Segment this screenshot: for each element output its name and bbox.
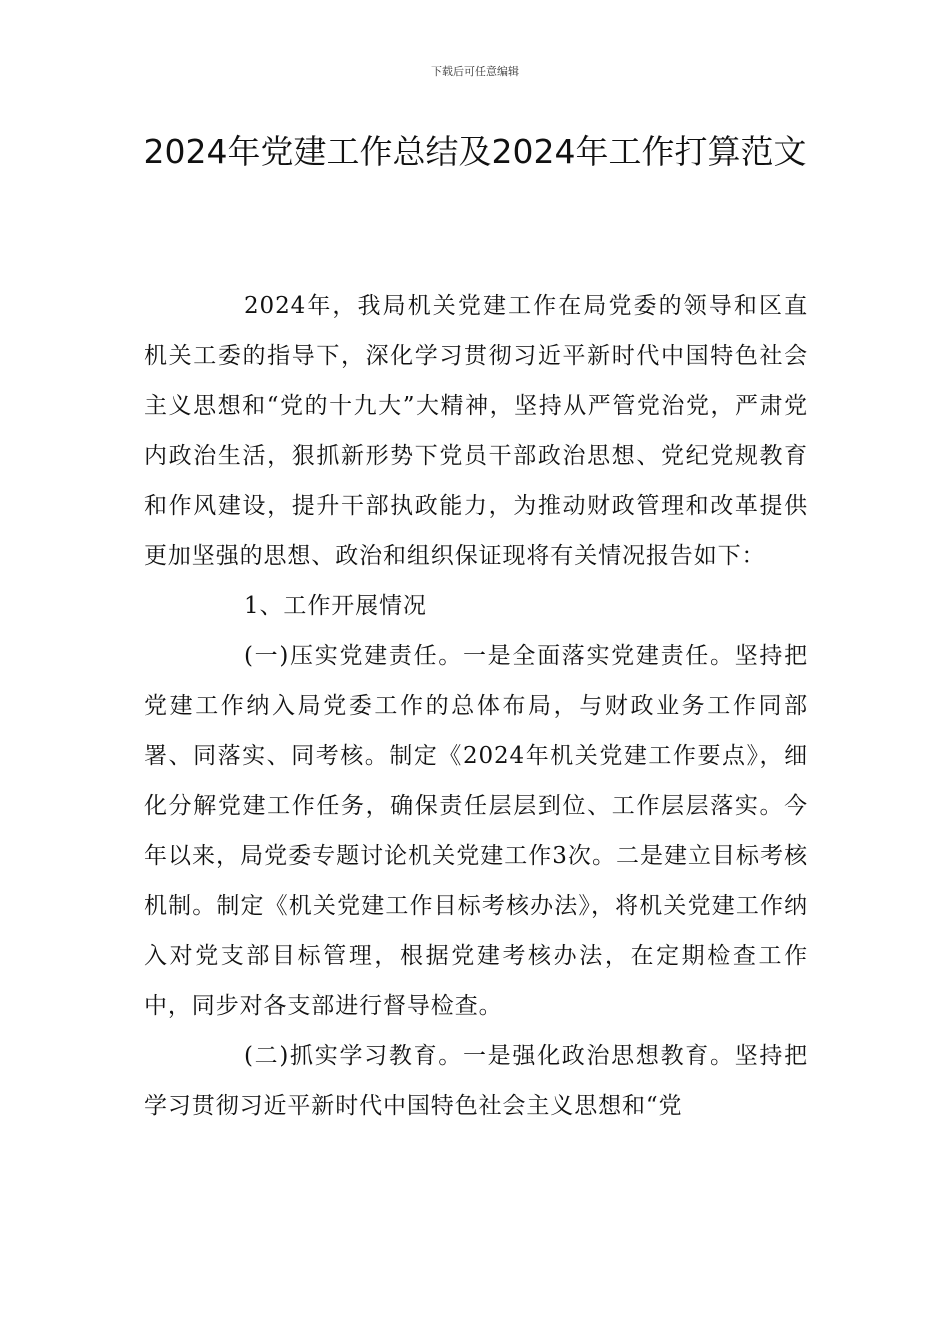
section-heading: 1、工作开展情况: [244, 593, 427, 619]
paragraph-intro: 2024年，我局机关党建工作在局党委的领导和区直机关工委的指导下，深化学习贯彻习近平新时代中国特色社会主义思想和“党的十九大”大精神，坚持从严管党治党，严肃党内政治生活，狠抓新形势下党员干部政治思想、党纪党规教育和作风建设，提升干部执政能力，为推动财政管理和改革提供更加坚强的思想、政治和组织保证现将有关情况报告如下：: [144, 293, 808, 569]
paragraph-section-1: (一)压实党建责任。一是全面落实党建责任。坚持把党建工作纳入局党委工作的总体布局，与财政业务工作同部署、同落实、同考核。制定《2024年机关党建工作要点》，细化分解党建工作任务，确保责任层层到位、工作层层落实。今年以来，局党委专题讨论机关党建工作3次。二是建立目标考核机制。制定《机关党建工作目标考核办法》，将机关党建工作纳入对党支部目标管理，根据党建考核办法，在定期检查工作中，同步对各支部进行督导检查。: [144, 643, 808, 1019]
paragraph-section-2: (二)抓实学习教育。一是强化政治思想教育。坚持把学习贯彻习近平新时代中国特色社会主义思想和“党: [144, 1043, 808, 1119]
document-title: 2024年党建工作总结及2024年工作打算范文: [143, 132, 807, 171]
document-body: [144, 281, 808, 1131]
header-note: 下载后可任意编辑: [431, 65, 519, 78]
